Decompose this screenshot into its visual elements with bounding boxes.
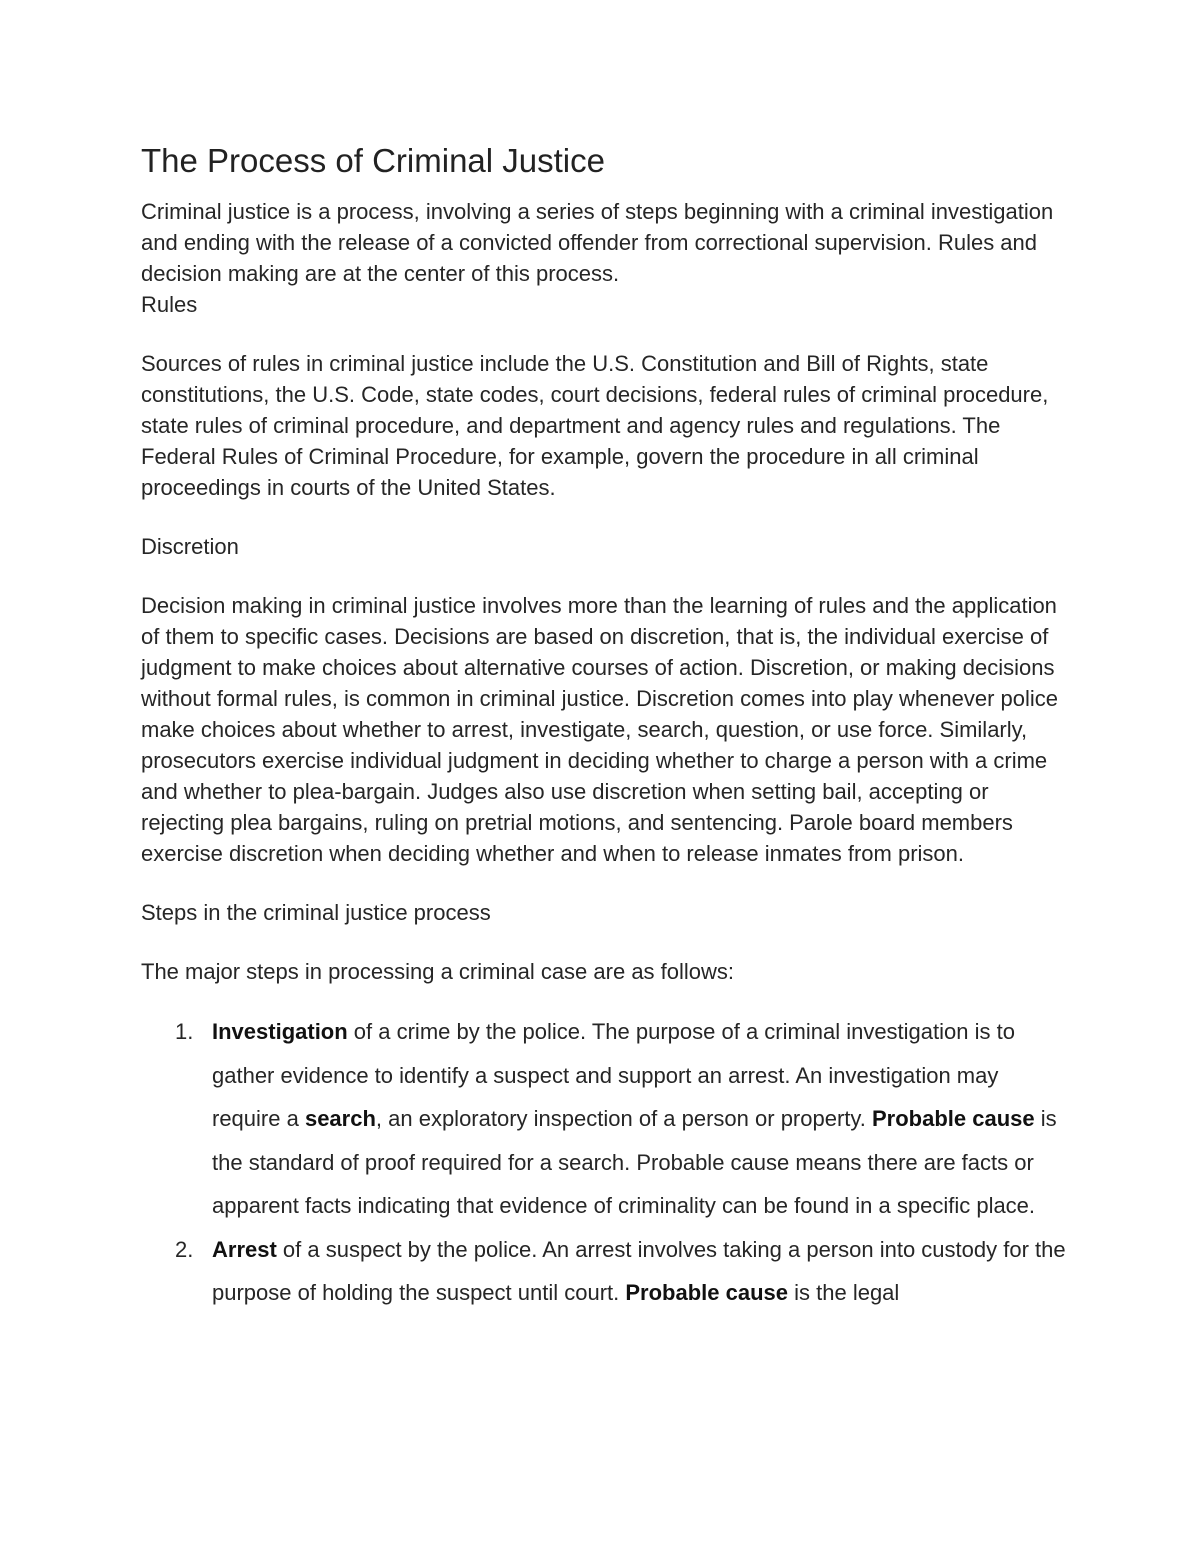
rules-paragraph: Sources of rules in criminal justice include the U.S. Constitution and Bill of Rights, state constitutions, the U.S. Code, state codes, court decisions, federal rules of criminal procedure, state rules of criminal procedure, and department and agency rules and regulations. The Federal Rules of Criminal Procedure, for example, govern the procedure in all criminal proceedings in courts of the United States. bbox=[141, 351, 1049, 500]
list-text: is the legal bbox=[788, 1280, 900, 1305]
list-item bbox=[141, 1228, 1071, 1315]
term-probable-cause: Probable cause bbox=[625, 1280, 789, 1305]
list-number: 2. bbox=[175, 1236, 194, 1262]
term-probable-cause: Probable cause bbox=[872, 1106, 1035, 1131]
list-text: of a suspect by the police. An arrest involves taking a person into custody for the purpose of holding the suspect until court. bbox=[212, 1236, 1066, 1305]
steps-intro: The major steps in processing a criminal case are as follows: bbox=[141, 959, 735, 984]
list-text: , an exploratory inspection of a person or property. bbox=[375, 1106, 872, 1131]
document-title: The Process of Criminal Justice bbox=[141, 142, 605, 179]
steps-list bbox=[141, 1010, 1071, 1315]
list-text: of a crime by the police. The purpose of a criminal investigation is to gather evidence to identify a suspect and support an arrest. An investigation may require a bbox=[212, 1019, 1015, 1131]
list-number: 1. bbox=[175, 1019, 194, 1044]
list-item bbox=[141, 1010, 1071, 1228]
term-investigation: Investigation bbox=[212, 1019, 348, 1044]
discretion-paragraph: Decision making in criminal justice involves more than the learning of rules and the application of them to specific cases. Decisions are based on discretion, that is, the individual exercise of judgment to make choices about alternative courses of action. Discretion, or making decisions without formal rules, is common in criminal justice. Discretion comes into play whenever police make choices about whether to arrest, investigate, search, question, or use force. Similarly, prosecutors exercise individual judgment in deciding whether to charge a person with a crime and whether to plea-bargain. Judges also use discretion when setting bail, accepting or rejecting plea bargains, ruling on pretrial motions, and sentencing. Parole board members exercise discretion when deciding whether and when to release inmates from prison. bbox=[141, 593, 1059, 866]
intro-paragraph: Criminal justice is a process, involving a series of steps beginning with a criminal investigation and ending with the release of a convicted offender from correctional supervision. Rules and decision making are at the center of this process. bbox=[141, 199, 1054, 286]
document-page bbox=[141, 140, 1071, 1315]
steps-heading: Steps in the criminal justice process bbox=[141, 900, 491, 925]
rules-heading: Rules bbox=[141, 292, 198, 317]
list-text: is the standard of proof required for a search. Probable cause means there are facts or apparent facts indicating that evidence of criminality can be found in a specific place. bbox=[212, 1106, 1057, 1218]
term-search: search bbox=[304, 1106, 376, 1131]
term-arrest: Arrest bbox=[212, 1236, 277, 1262]
discretion-heading: Discretion bbox=[141, 534, 239, 559]
